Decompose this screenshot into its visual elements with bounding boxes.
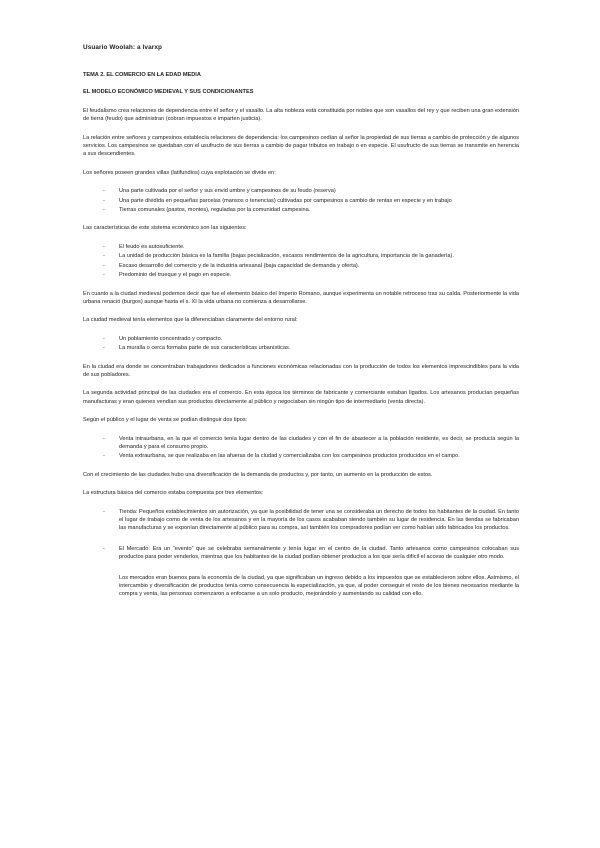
list-item: - Escaso desarrollo del comercio y de la industria artesanal (baja capacidad de demanda y oferta). <box>83 262 519 270</box>
paragraph: En cuanto a la ciudad medieval podemos decir que fue el elemento básico del Imperio Romano, aunque experimenta un notable retroceso tras su caída. Posteriormente la vida urbana renació (burgos) aunque hasta el s. XI la vida urbana no comienza a desarrollarse. <box>83 290 519 305</box>
paragraph: El feudalismo crea relaciones de dependencia entre el señor y el vasallo. La alta nobleza está constituida por nobles que son vasallos del rey y que reciben una gran extensión de tierra (feudo) que administran (cobran impuestos e imparten justicia). <box>83 107 519 123</box>
username-header: Usuario Woolah: a lvarxp <box>83 44 162 51</box>
bullet-list <box>83 435 519 461</box>
list-item: - Tierras comunales (pastos, montes), reguladas por la comunidad campesina. <box>83 206 519 214</box>
bullet-list <box>83 508 519 562</box>
list-item: - Una parte cultivada por el señor y sus envid umbre y campesinos de su feudo (reserva) <box>83 187 519 195</box>
paragraph: Según el público y el lugar de venta se podían distinguir dos tipos: <box>83 417 248 424</box>
paragraph: La estructura básica del comercio estaba compuesta por tres elementos: <box>83 490 264 497</box>
list-item: - La unidad de producción básica es la familia (bajas pecialización, escasos rendimientos de la agricultura, importancia de la ganadería). <box>83 252 519 260</box>
list-item: - Tienda: Pequeños establecimientos sin autorización, ya que la posibilidad de tener una se consideraba un derecho de todos los habitantes de la ciudad. En tanto el lugar de trabajo como de venta de los artesanos y en la mayoría de los casos acababan siendo también su lugar de residencia. En las tiendas se fabricaban las manufacturas y se exponían directamente al público para su compra, así también los compradores podían ver como habían sido fabricados los productos. <box>83 508 519 533</box>
list-item: - Una parte dividida en pequeñas parcelas (mansos o tenencias) cultivadas por campesinos a cambio de rentas en especie y en trabajo <box>83 197 519 205</box>
paragraph: Los señores poseen grandes villas (latifundios) cuya explotación se divide en: <box>83 169 276 176</box>
paragraph: La segunda actividad principal de las ciudades era el comercio. En esta época los términos de fabricante y comerciante estaban ligados. Los artesanos producían pequeñas manufacturas y eran quienes vendían sus productos directamente al público y negociaban sin ningún tipo de intermediario (venta directa). <box>83 390 519 405</box>
paragraph: Las características de este sistema económico son las siguientes: <box>83 225 247 232</box>
list-item: - Predominio del trueque y el pago en especie. <box>83 271 519 279</box>
section-heading: EL MODELO ECONÓMICO MEDIEVAL Y SUS CONDICIONANTES <box>83 89 254 96</box>
list-item: - Un poblamiento concentrado y compacto. <box>83 335 519 343</box>
paragraph: La ciudad medieval tenía elementos que la diferenciaban claramente del entorno rural: <box>83 317 298 324</box>
bullet-list <box>83 335 519 353</box>
paragraph: En la ciudad era donde se concentraban trabajadores dedicados a funciones económicas relacionadas con la producción de todos los elementos imprescindibles para la vida de sus pobladores. <box>83 363 519 378</box>
list-item: - Venta intraurbana, en la que el comercio tenía lugar dentro de las ciudades y con el fin de abastecer a la población residente, es decir, se producía según la demanda y para el consumo propio. <box>83 435 519 452</box>
list-item: - La muralla o cerca formaba parte de sus características urbanísticas. <box>83 344 519 352</box>
bullet-list <box>83 187 519 214</box>
paragraph: La relación entre señores y campesinos establecía relaciones de dependencia: los campesinos cedían al señor la propiedad de sus tierras a cambio de protección y de algunos servicios. Los campesinos se quedaban con el usufructo de sus tierras a cambio de pagar tributos en trabajo o en especie. El usufructo de sus tierras se transmite en herencia a sus descendientes. <box>83 134 519 158</box>
list-item: - El feudo es autosuficiente. <box>83 243 519 251</box>
paragraph: Los mercados eran buenos para la economía de la ciudad, ya que significaban un ingreso debido a los impuestos que se establecieron sobre ellos. Asimismo, el intercambio y diversificación de productos tenía como consecuencia la especialización, ya que, al poder conseguir el resto de los bienes necesarios mediante la compra y venta, las personas comenzaron a enfocarse a un solo producto, mejorándolo y aumentando su calidad con ello. <box>119 574 519 598</box>
bullet-list <box>83 243 519 280</box>
list-item: - El Mercado: Era un “evento” que se celebraba semanalmente y tenía lugar en el centro de la ciudad. Tanto artesanos como campesinos colocaban sus productos para poder venderlos, mientras que los habitantes de la ciudad podían obtener productos a los que sería difícil el acceso de cualquier otro modo. <box>83 545 519 562</box>
paragraph: Con el crecimiento de las ciudades hubo una diversificación de la demanda de productos y, por tanto, un aumento en la producción de estos. <box>83 471 433 478</box>
topic-title: TEMA 2. EL COMERCIO EN LA EDAD MEDIA <box>83 72 201 78</box>
document-body <box>83 71 519 609</box>
list-item: - Venta extraurbana, se que realizaba en las afueras de la ciudad y comercializaba con los campesinos productos producidos en el campo. <box>83 452 519 460</box>
